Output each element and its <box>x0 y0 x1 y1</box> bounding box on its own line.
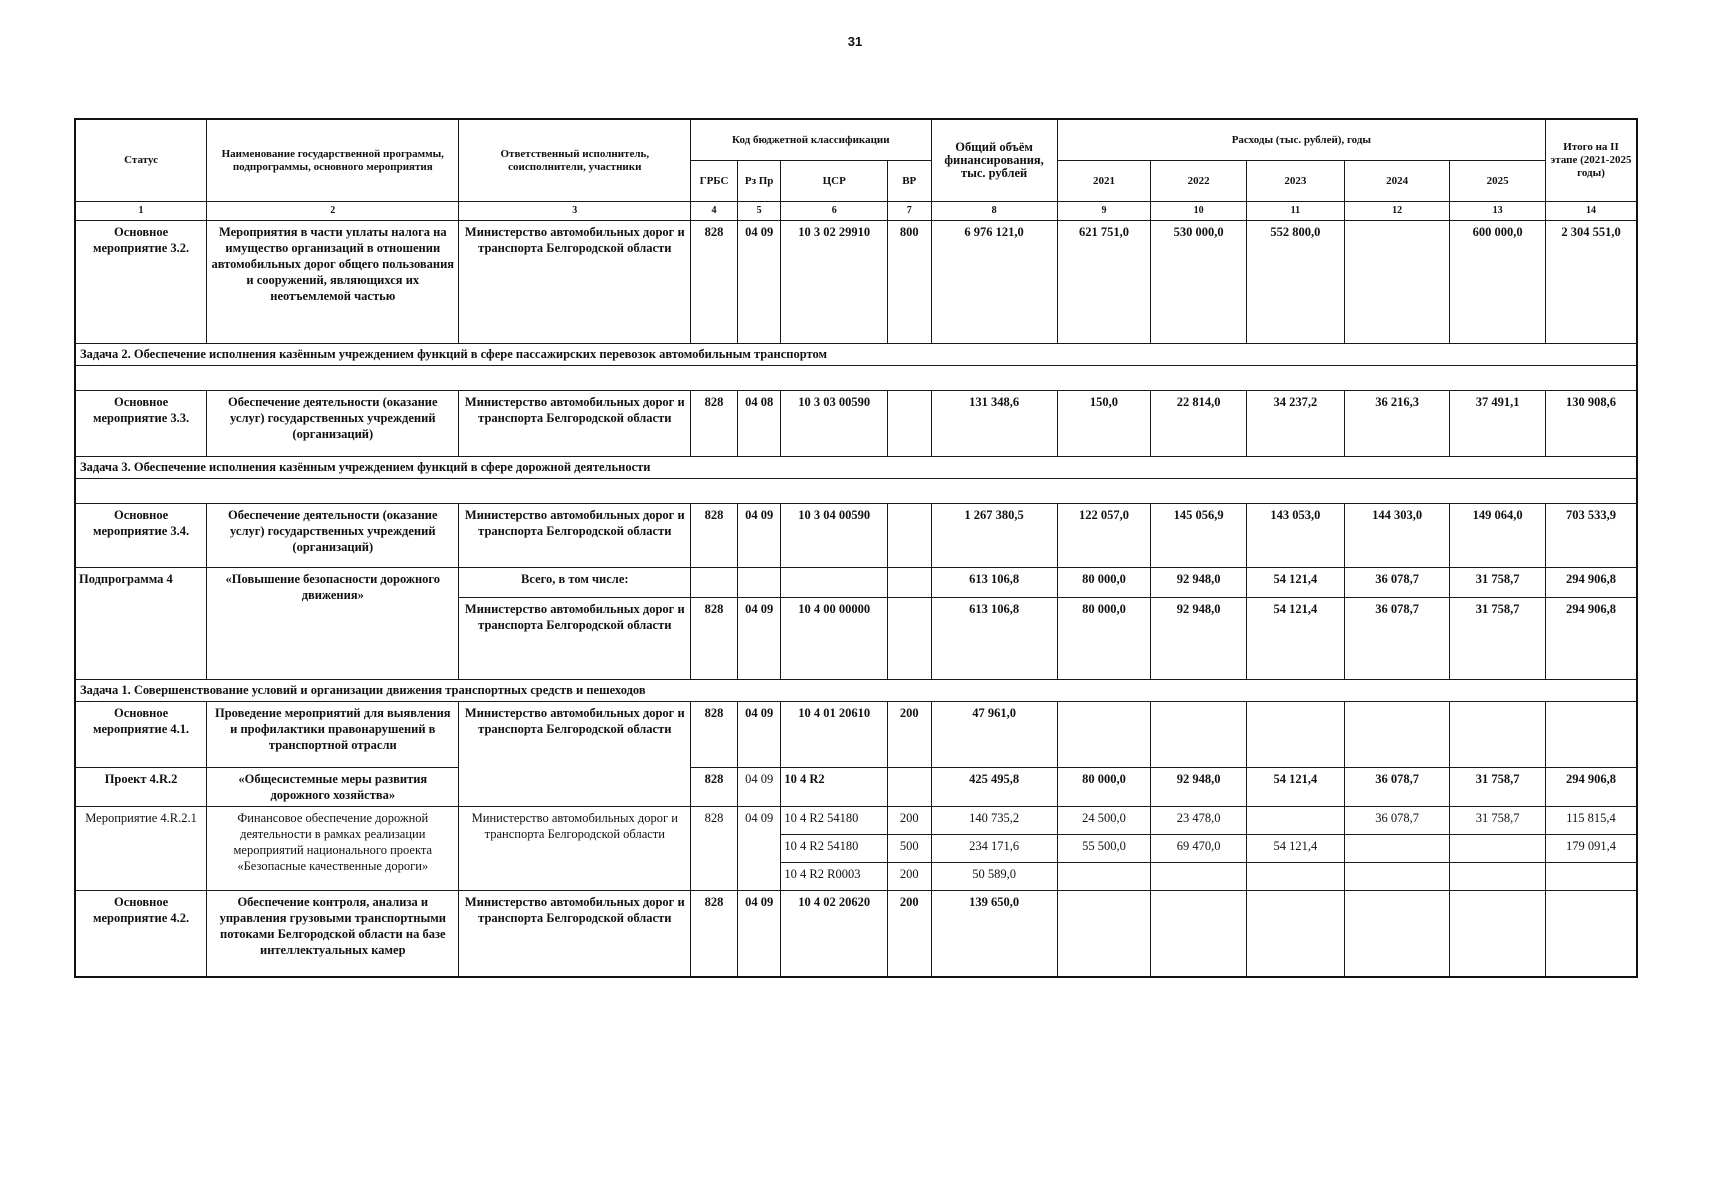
header-total-volume: Общий объём финансирования, тыс. рублей <box>931 119 1057 202</box>
row-grbs <box>691 568 738 598</box>
row-y2024 <box>1344 863 1450 891</box>
row-y2025 <box>1450 863 1546 891</box>
row-name: «Повышение безопасности дорожного движения» <box>207 568 459 680</box>
header-year-2022: 2022 <box>1151 161 1247 202</box>
row-y2025 <box>1450 702 1546 768</box>
row-grbs: 828 <box>691 702 738 768</box>
header-year-2021: 2021 <box>1057 161 1151 202</box>
row-name: Проведение мероприятий для выявления и профилактики правонарушений в транспортной отрасли <box>207 702 459 768</box>
row-executor: Всего, в том числе: <box>459 568 691 598</box>
col-num: 9 <box>1057 202 1151 221</box>
gap-cell <box>75 366 1637 391</box>
row-y2023 <box>1246 863 1344 891</box>
row-y2021: 150,0 <box>1057 391 1151 457</box>
row-y2021: 80 000,0 <box>1057 768 1151 807</box>
row-grbs: 828 <box>691 807 738 891</box>
row-total: 234 171,6 <box>931 835 1057 863</box>
row-sum <box>1546 863 1637 891</box>
row-sum <box>1546 891 1637 977</box>
col-num: 1 <box>75 202 207 221</box>
row-y2025: 149 064,0 <box>1450 504 1546 568</box>
col-num: 11 <box>1246 202 1344 221</box>
table-row-3-4 <box>75 504 1637 568</box>
row-total: 131 348,6 <box>931 391 1057 457</box>
col-num: 7 <box>888 202 932 221</box>
row-sum: 294 906,8 <box>1546 568 1637 598</box>
row-y2025: 31 758,7 <box>1450 568 1546 598</box>
row-y2024: 36 216,3 <box>1344 391 1450 457</box>
row-grbs: 828 <box>691 504 738 568</box>
row-csr: 10 4 R2 R0003 <box>781 863 888 891</box>
row-executor: Министерство автомобильных дорог и транспорта Белгородской области <box>459 391 691 457</box>
header-year-2023: 2023 <box>1246 161 1344 202</box>
row-y2021: 621 751,0 <box>1057 221 1151 344</box>
row-csr: 10 4 02 20620 <box>781 891 888 977</box>
header-vr: ВР <box>888 161 932 202</box>
row-rzpr: 04 08 <box>737 391 781 457</box>
task-title: Задача 2. Обеспечение исполнения казённым учреждением функций в сфере пассажирских перевозок автомобильным транспортом <box>75 344 1637 366</box>
row-y2021: 80 000,0 <box>1057 598 1151 680</box>
header-status: Статус <box>75 119 207 202</box>
row-y2025: 600 000,0 <box>1450 221 1546 344</box>
row-sum: 179 091,4 <box>1546 835 1637 863</box>
row-sum: 703 533,9 <box>1546 504 1637 568</box>
row-total: 425 495,8 <box>931 768 1057 807</box>
row-executor: Министерство автомобильных дорог и транспорта Белгородской области <box>459 504 691 568</box>
header-rzpr: Рз Пр <box>737 161 781 202</box>
table-row-4-r2 <box>75 768 1637 807</box>
column-number-row <box>75 202 1637 221</box>
row-y2023 <box>1246 807 1344 835</box>
table-row-3-2 <box>75 221 1637 344</box>
header-stage-total: Итого на II этапе (2021-2025 годы) <box>1546 119 1637 202</box>
gap-cell <box>75 479 1637 504</box>
col-num: 5 <box>737 202 781 221</box>
header-expenses: Расходы (тыс. рублей), годы <box>1057 119 1545 161</box>
row-total: 47 961,0 <box>931 702 1057 768</box>
row-grbs: 828 <box>691 391 738 457</box>
table-row-4-r2-1-a <box>75 807 1637 835</box>
task-gap <box>75 366 1637 391</box>
row-grbs: 828 <box>691 221 738 344</box>
task-row-3 <box>75 457 1637 479</box>
task-title: Задача 3. Обеспечение исполнения казённым учреждением функций в сфере дорожной деятельности <box>75 457 1637 479</box>
row-y2023: 552 800,0 <box>1246 221 1344 344</box>
row-total: 6 976 121,0 <box>931 221 1057 344</box>
header-row-1 <box>75 119 1637 161</box>
row-sum <box>1546 702 1637 768</box>
row-executor: Министерство автомобильных дорог и транспорта Белгородской области <box>459 598 691 680</box>
row-name: Обеспечение деятельности (оказание услуг) государственных учреждений (организаций) <box>207 391 459 457</box>
row-vr: 500 <box>888 835 932 863</box>
table-row-4-2 <box>75 891 1637 977</box>
row-vr: 200 <box>888 702 932 768</box>
col-num: 13 <box>1450 202 1546 221</box>
task-row-1 <box>75 680 1637 702</box>
row-y2023: 54 121,4 <box>1246 768 1344 807</box>
row-y2024 <box>1344 221 1450 344</box>
header-executor: Ответственный исполнитель, соисполнители, участники <box>459 119 691 202</box>
col-num: 2 <box>207 202 459 221</box>
row-y2022 <box>1151 863 1247 891</box>
row-vr: 200 <box>888 807 932 835</box>
row-grbs: 828 <box>691 768 738 807</box>
row-y2022 <box>1151 702 1247 768</box>
row-y2024: 36 078,7 <box>1344 768 1450 807</box>
task-title: Задача 1. Совершенствование условий и организации движения транспортных средств и пешеходов <box>75 680 1637 702</box>
table-row-subprogram-4 <box>75 568 1637 598</box>
header-grbs: ГРБС <box>691 161 738 202</box>
row-csr: 10 3 04 00590 <box>781 504 888 568</box>
row-name: «Общесистемные меры развития дорожного хозяйства» <box>207 768 459 807</box>
row-vr <box>888 598 932 680</box>
col-num: 14 <box>1546 202 1637 221</box>
row-y2021: 24 500,0 <box>1057 807 1151 835</box>
row-csr: 10 3 03 00590 <box>781 391 888 457</box>
row-y2023 <box>1246 702 1344 768</box>
row-y2023 <box>1246 891 1344 977</box>
row-csr: 10 4 R2 54180 <box>781 807 888 835</box>
row-y2021: 55 500,0 <box>1057 835 1151 863</box>
row-y2025: 31 758,7 <box>1450 768 1546 807</box>
row-total: 1 267 380,5 <box>931 504 1057 568</box>
col-num: 3 <box>459 202 691 221</box>
row-status: Основное мероприятие 4.1. <box>75 702 207 768</box>
row-y2022: 530 000,0 <box>1151 221 1247 344</box>
col-num: 10 <box>1151 202 1247 221</box>
row-y2022: 92 948,0 <box>1151 598 1247 680</box>
row-name: Обеспечение контроля, анализа и управления грузовыми транспортными потоками Белгородской области на базе интеллектуальных камер <box>207 891 459 977</box>
row-y2025 <box>1450 891 1546 977</box>
row-status: Подпрограмма 4 <box>75 568 207 680</box>
row-y2022: 92 948,0 <box>1151 768 1247 807</box>
row-executor: Министерство автомобильных дорог и транспорта Белгородской области <box>459 891 691 977</box>
row-csr: 10 4 R2 <box>781 768 888 807</box>
row-y2022: 92 948,0 <box>1151 568 1247 598</box>
row-y2024: 36 078,7 <box>1344 598 1450 680</box>
row-y2021: 80 000,0 <box>1057 568 1151 598</box>
row-sum: 294 906,8 <box>1546 598 1637 680</box>
row-y2023: 54 121,4 <box>1246 598 1344 680</box>
row-executor: Министерство автомобильных дорог и транспорта Белгородской области <box>459 221 691 344</box>
row-executor: Министерство автомобильных дорог и транспорта Белгородской области <box>459 702 691 807</box>
page-number: 31 <box>847 34 863 49</box>
row-rzpr <box>737 568 781 598</box>
header-year-2025: 2025 <box>1450 161 1546 202</box>
row-rzpr: 04 09 <box>737 891 781 977</box>
row-total: 613 106,8 <box>931 568 1057 598</box>
row-name: Финансовое обеспечение дорожной деятельности в рамках реализации мероприятий национального проекта «Безопасные качественные дороги» <box>207 807 459 891</box>
row-rzpr: 04 09 <box>737 504 781 568</box>
row-vr: 200 <box>888 863 932 891</box>
row-name: Мероприятия в части уплаты налога на имущество организаций в отношении автомобильных дорог общего пользования и сооружений, являющихся их неотъемлемой частью <box>207 221 459 344</box>
col-num: 8 <box>931 202 1057 221</box>
row-rzpr: 04 09 <box>737 598 781 680</box>
row-csr <box>781 568 888 598</box>
header-csr: ЦСР <box>781 161 888 202</box>
row-y2021 <box>1057 702 1151 768</box>
row-status: Основное мероприятие 3.4. <box>75 504 207 568</box>
row-rzpr: 04 09 <box>737 221 781 344</box>
row-total: 140 735,2 <box>931 807 1057 835</box>
row-total: 613 106,8 <box>931 598 1057 680</box>
row-y2021: 122 057,0 <box>1057 504 1151 568</box>
row-csr: 10 3 02 29910 <box>781 221 888 344</box>
row-status: Основное мероприятие 3.2. <box>75 221 207 344</box>
row-y2024 <box>1344 891 1450 977</box>
budget-table <box>74 118 1638 978</box>
row-y2022: 69 470,0 <box>1151 835 1247 863</box>
row-name: Обеспечение деятельности (оказание услуг) государственных учреждений (организаций) <box>207 504 459 568</box>
row-status: Основное мероприятие 4.2. <box>75 891 207 977</box>
row-total: 50 589,0 <box>931 863 1057 891</box>
row-status: Основное мероприятие 3.3. <box>75 391 207 457</box>
row-vr <box>888 504 932 568</box>
row-sum: 130 908,6 <box>1546 391 1637 457</box>
row-y2022 <box>1151 891 1247 977</box>
row-sum: 294 906,8 <box>1546 768 1637 807</box>
row-y2023: 34 237,2 <box>1246 391 1344 457</box>
row-grbs: 828 <box>691 598 738 680</box>
row-csr: 10 4 01 20610 <box>781 702 888 768</box>
row-y2023: 54 121,4 <box>1246 568 1344 598</box>
row-y2025: 31 758,7 <box>1450 807 1546 835</box>
row-rzpr: 04 09 <box>737 702 781 768</box>
row-grbs: 828 <box>691 891 738 977</box>
row-rzpr: 04 09 <box>737 807 781 891</box>
row-y2024: 36 078,7 <box>1344 807 1450 835</box>
row-status: Мероприятие 4.R.2.1 <box>75 807 207 891</box>
table-row-4-1 <box>75 702 1637 768</box>
row-vr <box>888 391 932 457</box>
row-vr <box>888 768 932 807</box>
row-sum: 2 304 551,0 <box>1546 221 1637 344</box>
row-y2025: 37 491,1 <box>1450 391 1546 457</box>
row-y2024 <box>1344 835 1450 863</box>
task-row-2 <box>75 344 1637 366</box>
row-y2022: 145 056,9 <box>1151 504 1247 568</box>
row-y2023: 143 053,0 <box>1246 504 1344 568</box>
col-num: 12 <box>1344 202 1450 221</box>
row-csr: 10 4 R2 54180 <box>781 835 888 863</box>
row-total: 139 650,0 <box>931 891 1057 977</box>
row-y2021 <box>1057 891 1151 977</box>
header-year-2024: 2024 <box>1344 161 1450 202</box>
row-y2022: 22 814,0 <box>1151 391 1247 457</box>
row-y2024: 144 303,0 <box>1344 504 1450 568</box>
header-budget-code: Код бюджетной классификации <box>691 119 931 161</box>
row-executor: Министерство автомобильных дорог и транспорта Белгородской области <box>459 807 691 891</box>
row-vr <box>888 568 932 598</box>
row-vr: 800 <box>888 221 932 344</box>
row-status: Проект 4.R.2 <box>75 768 207 807</box>
row-y2025: 31 758,7 <box>1450 598 1546 680</box>
row-sum: 115 815,4 <box>1546 807 1637 835</box>
col-num: 4 <box>691 202 738 221</box>
header-name: Наименование государственной программы, подпрограммы, основного мероприятия <box>207 119 459 202</box>
task-gap <box>75 479 1637 504</box>
budget-table-wrap <box>74 118 1638 978</box>
row-csr: 10 4 00 00000 <box>781 598 888 680</box>
row-y2024 <box>1344 702 1450 768</box>
row-y2023: 54 121,4 <box>1246 835 1344 863</box>
table-row-3-3 <box>75 391 1637 457</box>
row-y2022: 23 478,0 <box>1151 807 1247 835</box>
row-vr: 200 <box>888 891 932 977</box>
row-y2025 <box>1450 835 1546 863</box>
row-rzpr: 04 09 <box>737 768 781 807</box>
col-num: 6 <box>781 202 888 221</box>
row-y2024: 36 078,7 <box>1344 568 1450 598</box>
row-y2021 <box>1057 863 1151 891</box>
